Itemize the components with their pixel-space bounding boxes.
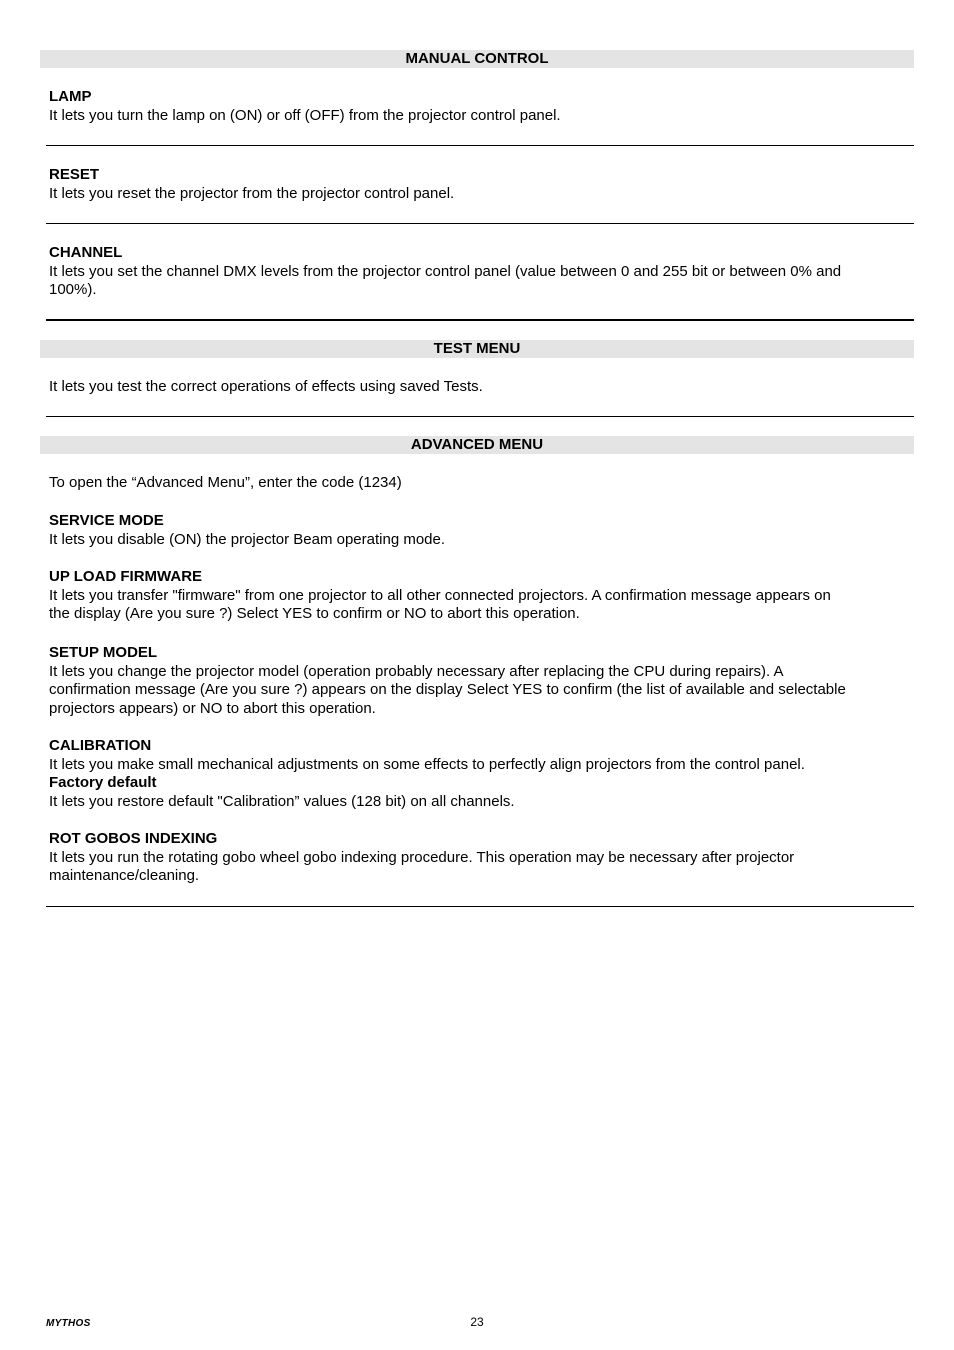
channel-description-line-1: It lets you set the channel DMX levels from the projector control panel (value between 0 and 255 bit or between 0% and (49, 262, 842, 280)
channel-heading: CHANNEL (49, 244, 123, 261)
test-menu-description: It lets you test the correct operations of effects using saved Tests. (49, 378, 483, 395)
lamp-section (49, 88, 909, 125)
setup-model-description-line-3: projectors appears) or NO to abort this operation. (49, 699, 376, 717)
service-mode-description: It lets you disable (ON) the projector Beam operating mode. (49, 530, 446, 548)
calibration-heading: CALIBRATION (49, 737, 152, 754)
footer-brand: MYTHOS (46, 1318, 91, 1329)
advanced-menu-intro-text: To open the “Advanced Menu”, enter the code (1234) (49, 474, 402, 491)
setup-model-description-line-1: It lets you change the projector model (operation probably necessary after replacing the CPU during repairs). A (49, 662, 784, 680)
upload-firmware-description-line-1: It lets you transfer "firmware" from one projector to all other connected projectors. A confirmation message appears on (49, 586, 831, 604)
setup-model-heading: SETUP MODEL (49, 644, 158, 661)
divider (46, 416, 914, 417)
upload-firmware-heading: UP LOAD FIRMWARE (49, 568, 203, 585)
reset-heading: RESET (49, 166, 100, 183)
section-header-advanced-menu: ADVANCED MENU (40, 436, 914, 454)
channel-description-line-2: 100%). (49, 281, 97, 298)
section-header-manual-control: MANUAL CONTROL (40, 50, 914, 68)
upload-firmware-section (49, 568, 909, 624)
lamp-heading: LAMP (49, 88, 92, 105)
service-mode-heading: SERVICE MODE (49, 512, 164, 529)
rot-gobos-description-line-1: It lets you run the rotating gobo wheel gobo indexing procedure. This operation may be necessary after projector (49, 848, 795, 866)
calibration-section (49, 737, 909, 811)
divider (46, 906, 914, 907)
section-header-test-menu: TEST MENU (40, 340, 914, 358)
upload-firmware-description-line-2: the display (Are you sure ?) Select YES to confirm or NO to abort this operation. (49, 605, 580, 622)
factory-default-description: It lets you restore default "Calibration” values (128 bit) on all channels. (49, 792, 515, 810)
divider (46, 145, 914, 146)
calibration-description: It lets you make small mechanical adjustments on some effects to perfectly align projectors from the control panel. (49, 755, 805, 773)
divider (46, 319, 914, 321)
advanced-menu-intro (49, 474, 909, 493)
rot-gobos-description-line-2: maintenance/cleaning. (49, 867, 200, 884)
reset-section (49, 166, 909, 203)
page-number: 23 (470, 1315, 484, 1329)
test-menu-section (49, 378, 909, 397)
factory-default-heading: Factory default (49, 774, 157, 791)
service-mode-section (49, 512, 909, 549)
divider (46, 223, 914, 224)
setup-model-description-line-2: confirmation message (Are you sure ?) appears on the display Select YES to confirm (the list of available and selectable (49, 681, 846, 698)
rot-gobos-section (49, 830, 909, 886)
lamp-description: It lets you turn the lamp on (ON) or off (OFF) from the projector control panel. (49, 106, 561, 124)
channel-section (49, 244, 909, 300)
rot-gobos-heading: ROT GOBOS INDEXING (49, 830, 218, 847)
reset-description: It lets you reset the projector from the projector control panel. (49, 184, 455, 202)
setup-model-section (49, 644, 909, 718)
